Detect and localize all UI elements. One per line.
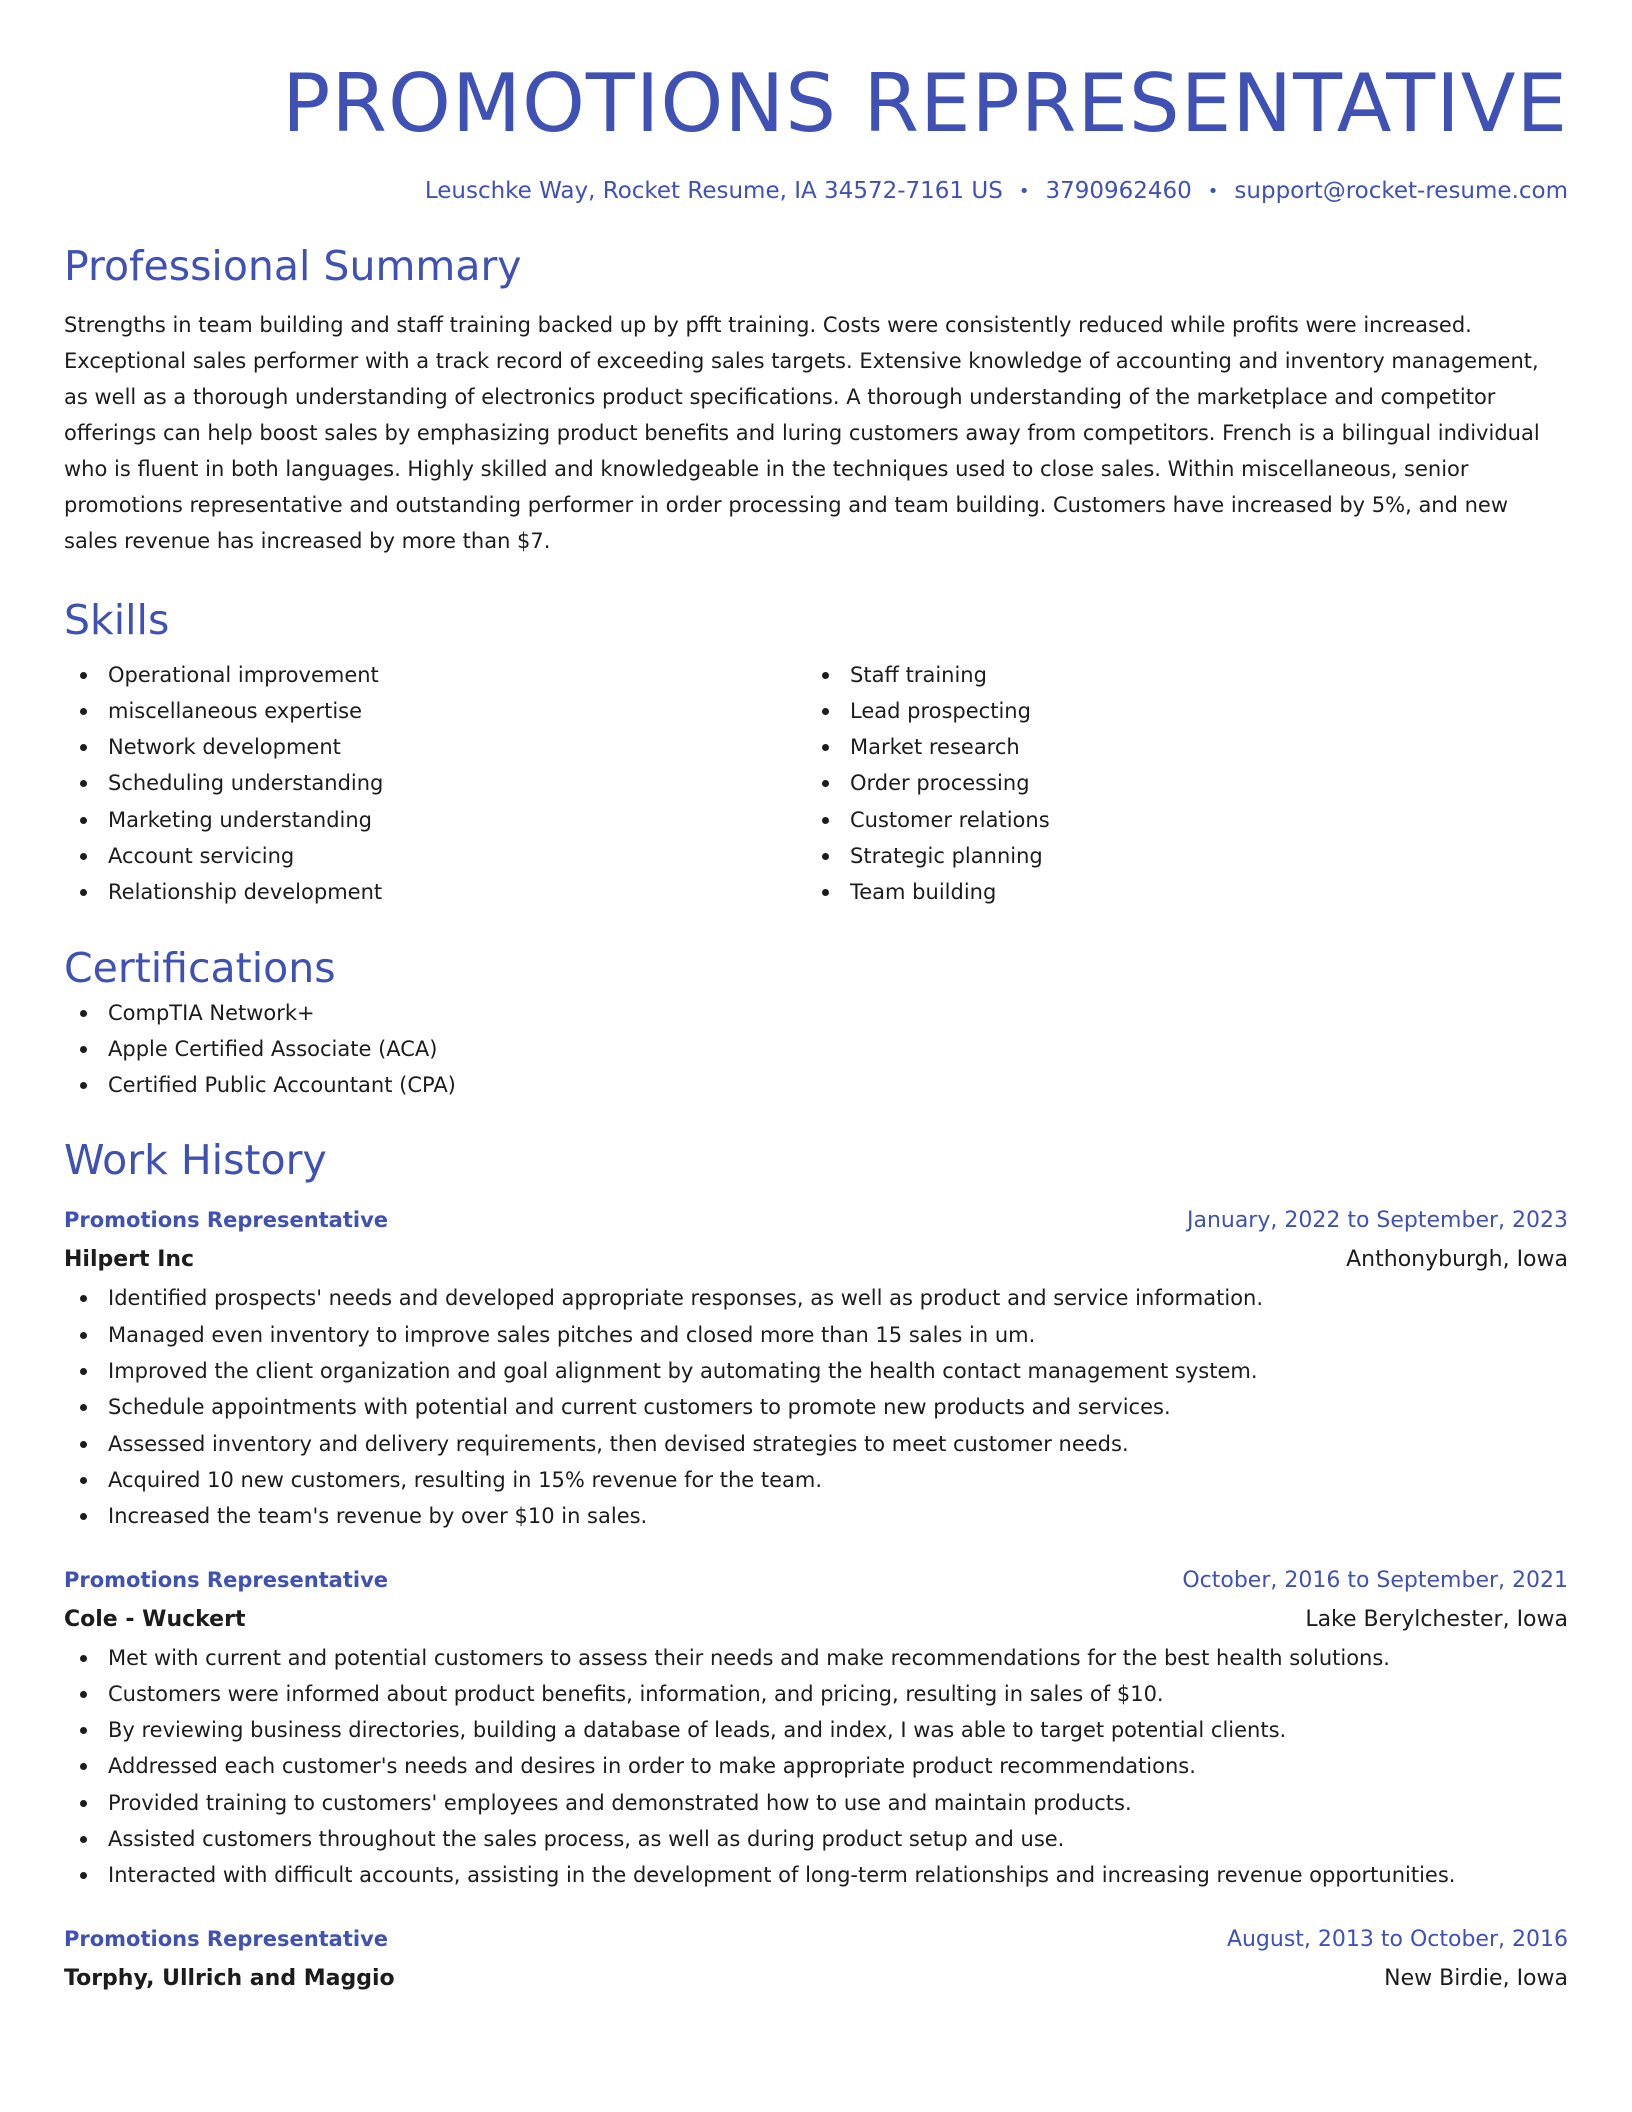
skill-item: miscellaneous expertise: [64, 693, 806, 729]
job-bullets: [64, 1280, 1568, 1534]
contact-email[interactable]: support@rocket-resume.com: [1234, 178, 1568, 204]
skill-item: Relationship development: [64, 874, 806, 910]
certifications-list: [64, 995, 1568, 1104]
job-company-row: [64, 1959, 1568, 1999]
skill-item: Team building: [806, 874, 1548, 910]
skill-item: Staff training: [806, 657, 1548, 693]
job-entry: [64, 1920, 1568, 1999]
skill-item: Account servicing: [64, 838, 806, 874]
job-title: Promotions Representative: [64, 1567, 389, 1592]
job-company: Torphy, Ullrich and Maggio: [64, 1965, 395, 1991]
job-bullet: Met with current and potential customers to assess their needs and make recommendations for the best health solutions.: [64, 1640, 1568, 1676]
job-bullet: Schedule appointments with potential and current customers to promote new products and services.: [64, 1389, 1568, 1425]
certifications-section: [64, 941, 1568, 1104]
job-title-row: [64, 1561, 1568, 1600]
skills-heading: Skills: [64, 595, 170, 644]
skill-item: Strategic planning: [806, 838, 1548, 874]
job-company: Cole - Wuckert: [64, 1606, 246, 1632]
job-bullet: Interacted with difficult accounts, assisting in the development of long-term relationships and increasing revenue opportunities.: [64, 1857, 1568, 1893]
certifications-heading: Certifications: [64, 943, 336, 992]
skills-list-left: [64, 657, 806, 911]
skills-section: [64, 593, 1568, 911]
job-bullet: Identified prospects' needs and developed appropriate responses, as well as product and service information.: [64, 1280, 1568, 1316]
job-dates: January, 2022 to September, 2023: [1186, 1208, 1568, 1234]
job-bullet: Addressed each customer's needs and desires in order to make appropriate product recommendations.: [64, 1748, 1568, 1784]
certification-item: Certified Public Accountant (CPA): [64, 1067, 1568, 1103]
skill-item: Scheduling understanding: [64, 765, 806, 801]
job-company-row: [64, 1600, 1568, 1640]
job-title: Promotions Representative: [64, 1208, 389, 1233]
job-bullet: Provided training to customers' employees and demonstrated how to use and maintain products.: [64, 1785, 1568, 1821]
skills-column-left: [64, 657, 806, 911]
job-dates: August, 2013 to October, 2016: [1226, 1926, 1568, 1952]
contact-address: Leuschke Way, Rocket Resume, IA 34572-7161 US: [424, 178, 1003, 204]
job-bullet: Improved the client organization and goal alignment by automating the health contact management system.: [64, 1353, 1568, 1389]
contact-separator: •: [1018, 180, 1030, 202]
job-title-row: [64, 1920, 1568, 1959]
job-bullet: Assessed inventory and delivery requirements, then devised strategies to meet customer needs.: [64, 1426, 1568, 1462]
job-company: Hilpert Inc: [64, 1247, 195, 1273]
job-title: Promotions Representative: [64, 1926, 389, 1951]
job-location: Anthonyburgh, Iowa: [1346, 1247, 1568, 1273]
skill-item: Operational improvement: [64, 657, 806, 693]
job-entry: [64, 1561, 1568, 1894]
job-company-row: [64, 1240, 1568, 1280]
certification-item: Apple Certified Associate (ACA): [64, 1031, 1568, 1067]
job-entry: [64, 1201, 1568, 1534]
skill-item: Order processing: [806, 765, 1548, 801]
job-bullet: Increased the team's revenue by over $10 in sales.: [64, 1498, 1568, 1534]
skill-item: Market research: [806, 729, 1548, 765]
candidate-name: PROMOTIONS REPRESENTATIVE: [282, 57, 1568, 150]
job-bullet: Acquired 10 new customers, resulting in 15% revenue for the team.: [64, 1462, 1568, 1498]
summary-heading: Professional Summary: [64, 241, 522, 290]
job-location: New Birdie, Iowa: [1384, 1965, 1568, 1991]
job-title-row: [64, 1201, 1568, 1240]
contact-line: [64, 174, 1568, 209]
skills-grid: [64, 657, 1568, 911]
job-location: Lake Berylchester, Iowa: [1305, 1606, 1568, 1632]
certification-item: CompTIA Network+: [64, 995, 1568, 1031]
skill-item: Lead prospecting: [806, 693, 1548, 729]
resume-page: [64, 0, 1568, 1999]
skill-item: Customer relations: [806, 802, 1548, 838]
resume-header: [64, 0, 1568, 209]
job-bullet: Assisted customers throughout the sales process, as well as during product setup and use.: [64, 1821, 1568, 1857]
contact-phone[interactable]: 3790962460: [1045, 178, 1192, 204]
job-bullets: [64, 1640, 1568, 1894]
skills-list-right: [806, 657, 1548, 911]
skill-item: Marketing understanding: [64, 802, 806, 838]
job-dates: October, 2016 to September, 2021: [1182, 1567, 1568, 1593]
skill-item: Network development: [64, 729, 806, 765]
summary-text: Strengths in team building and staff training backed up by pfft training. Costs were consistently reduced while profits were increased. Exceptional sales performer with a track record of exceeding sales targets. Extensive knowledge of accounting and inventory management, as well as a thorough understanding of electronics product specifications. A thorough understanding of the marketplace and competitor offerings can help boost sales by emphasizing product benefits and luring customers away from competitors. French is a bilingual individual who is fluent in both languages. Highly skilled and knowledgeable in the techniques used to close sales. Within miscellaneous, senior promotions representative and outstanding performer in order processing and team building. Customers have increased by 5%, and new sales revenue has increased by more than $7.: [64, 312, 1540, 553]
job-bullet: Customers were informed about product benefits, information, and pricing, resulting in sales of $10.: [64, 1676, 1568, 1712]
job-bullet: Managed even inventory to improve sales pitches and closed more than 15 sales in um.: [64, 1317, 1568, 1353]
skills-column-right: [806, 657, 1548, 911]
work-history-heading: Work History: [64, 1136, 327, 1185]
work-history-section: [64, 1133, 1568, 1998]
summary-section: [64, 239, 1568, 559]
job-bullet: By reviewing business directories, building a database of leads, and index, I was able to target potential clients.: [64, 1712, 1568, 1748]
contact-separator: •: [1207, 180, 1219, 202]
